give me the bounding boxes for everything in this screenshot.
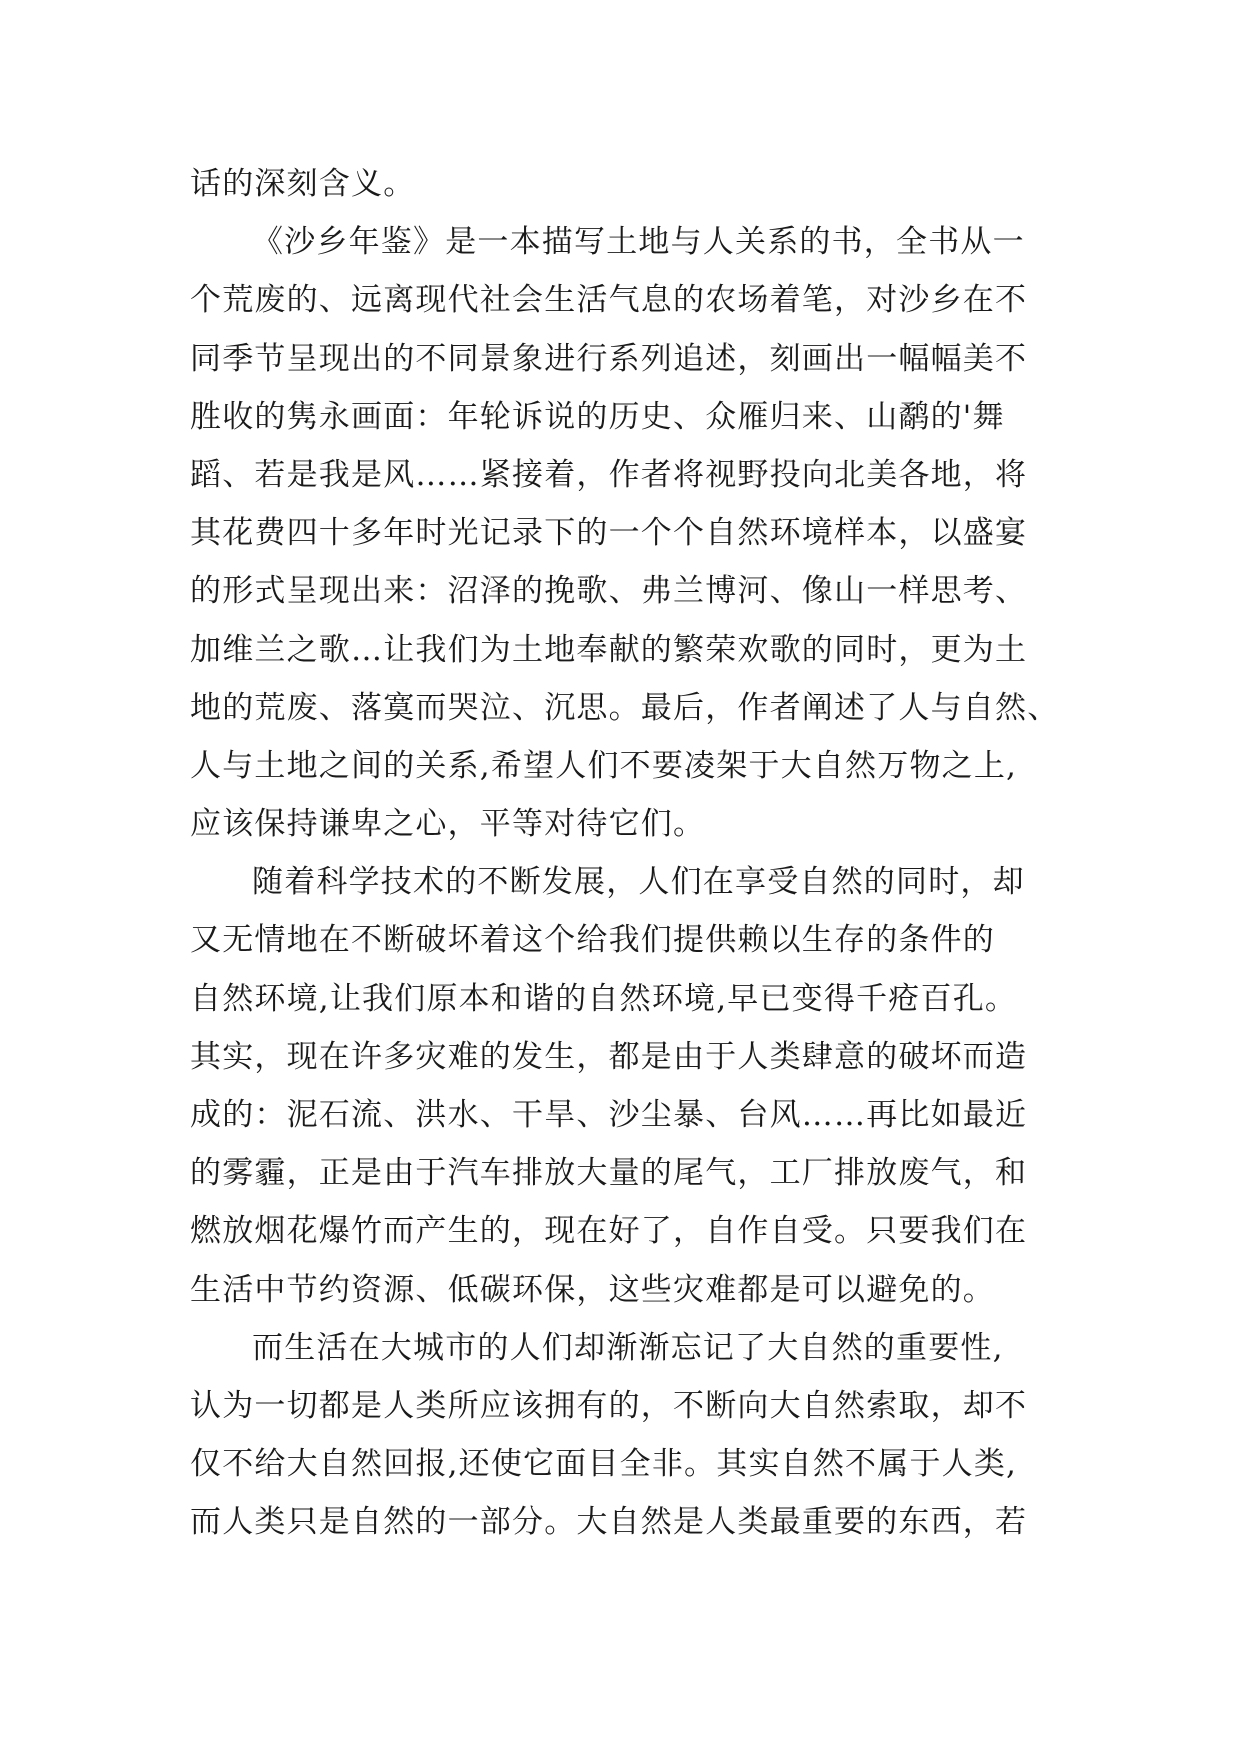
- text-line: 而生活在大城市的人们却渐渐忘记了大自然的重要性,: [252, 1329, 1004, 1366]
- text-line: 其花费四十多年时光记录下的一个个自然环境样本，以盛宴: [190, 515, 1028, 552]
- text-line: 同季节呈现出的不同景象进行系列追述，刻画出一幅幅美不: [190, 340, 1028, 377]
- text-line: 蹈、若是我是风……紧接着，作者将视野投向北美各地，将: [190, 456, 1028, 493]
- text-line: 其实，现在许多灾难的发生，都是由于人类肆意的破坏而造: [190, 1038, 1028, 1075]
- text-line: 话的深刻含义。: [190, 166, 416, 202]
- text-line: 加维兰之歌…让我们为土地奉献的繁荣欢歌的同时，更为土: [190, 631, 1028, 668]
- text-line: 胜收的隽永画面：年轮诉说的历史、众雁归来、山鹬的'舞: [190, 398, 1005, 435]
- text-line: 生活中节约资源、低碳环保，这些灾难都是可以避免的。: [190, 1271, 995, 1308]
- text-line: 的形式呈现出来：沼泽的挽歌、弗兰博河、像山一样思考、: [190, 573, 1028, 610]
- text-line: 自然环境,让我们原本和谐的自然环境,早已变得千疮百孔。: [190, 980, 1018, 1017]
- text-line: 《沙乡年鉴》是一本描写土地与人关系的书，全书从一: [252, 224, 1025, 261]
- text-line: 又无情地在不断破坏着这个给我们提供赖以生存的条件的: [190, 922, 995, 959]
- text-line: 地的荒废、落寞而哭泣、沉思。最后，作者阐述了人与自然、: [190, 689, 1060, 726]
- text-line: 认为一切都是人类所应该拥有的，不断向大自然索取，却不: [190, 1387, 1028, 1424]
- text-line: 燃放烟花爆竹而产生的，现在好了，自作自受。只要我们在: [190, 1213, 1028, 1250]
- text-line: 应该保持谦卑之心，平等对待它们。: [190, 806, 706, 843]
- text-line: 的雾霾，正是由于汽车排放大量的尾气，工厂排放废气，和: [190, 1155, 1028, 1192]
- text-line: 成的：泥石流、洪水、干旱、沙尘暴、台风……再比如最近: [190, 1097, 1028, 1133]
- text-line: 随着科学技术的不断发展，人们在享受自然的同时，却: [252, 864, 1025, 901]
- text-line: 而人类只是自然的一部分。大自然是人类最重要的东西，若: [190, 1504, 1028, 1541]
- text-line: 仅不给大自然回报,还使它面目全非。其实自然不属于人类,: [190, 1446, 1018, 1483]
- body-text: [190, 155, 1070, 1552]
- text-line: 个荒废的、远离现代社会生活气息的农场着笔，对沙乡在不: [190, 282, 1028, 319]
- text-line: 人与土地之间的关系,希望人们不要凌架于大自然万物之上,: [190, 747, 1018, 784]
